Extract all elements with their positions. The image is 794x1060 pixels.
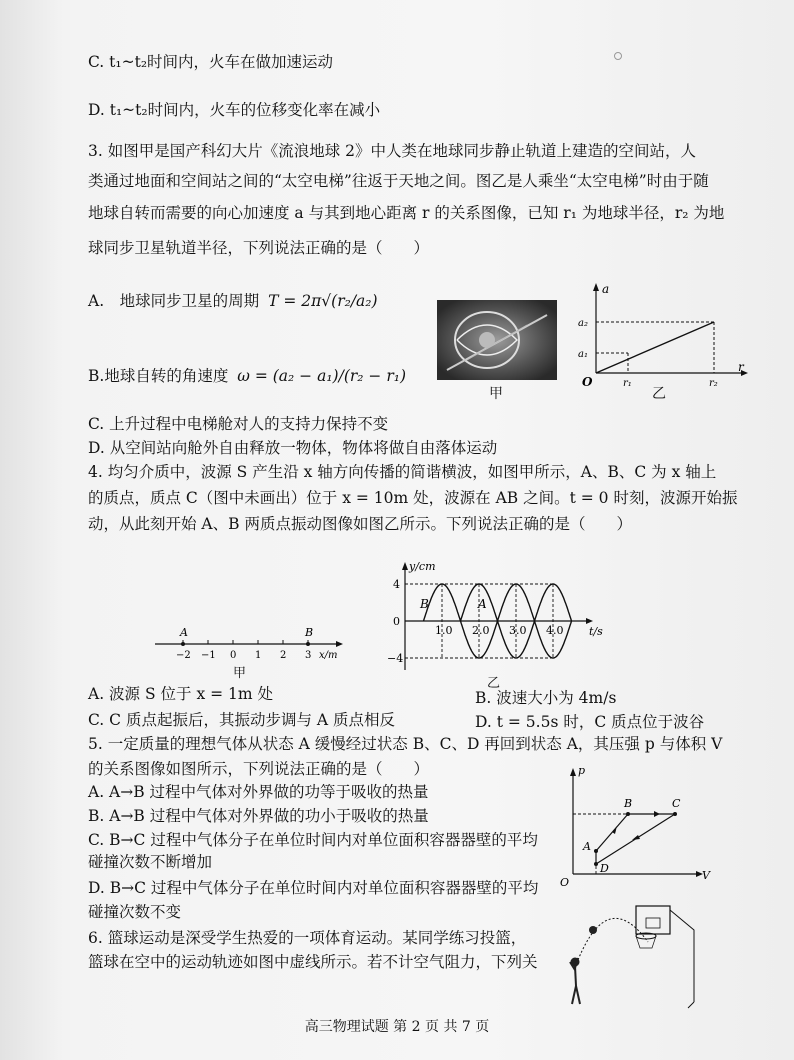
q3-option-a — [88, 291, 378, 311]
q5-point-a-label: A — [583, 840, 591, 853]
q5-option-d-line-1: D. B→C 过程中气体分子在单位时间内对单位面积容器器壁的平均 — [88, 879, 539, 897]
basketball-icon — [589, 926, 597, 934]
q4-x-tick: 4.0 — [546, 624, 564, 637]
q3-option-b-formula: ω = (a₂ − a₁)/(r₂ − r₁) — [237, 367, 406, 385]
q3-stem-line-2: 类通过地面和空间站之间的“太空电梯”往返于天地之间。图乙是人乘坐“太空电梯”时由于随 — [88, 172, 709, 190]
q4-tick-label: 1 — [255, 650, 262, 661]
q5-graph-origin: O — [560, 876, 570, 889]
q5-option-c-line-2: 碰撞次数不断增加 — [88, 853, 213, 871]
q4-tick-label: −2 — [176, 650, 191, 661]
q5-option-d-line-2: 碰撞次数不变 — [88, 903, 182, 921]
q4-tick-label: −1 — [201, 650, 216, 661]
q3-option-a-formula: T = 2π√(r₂/a₂) — [268, 292, 378, 310]
q2-option-d: D. t₁~t₂时间内，火车的位移变化率在减小 — [88, 101, 381, 119]
q4-x-tick: 1.0 — [435, 624, 453, 637]
q4-option-d: D. t = 5.5s 时，C 质点位于波谷 — [475, 713, 705, 731]
q5-option-c-line-1: C. B→C 过程中气体分子在单位时间内对单位面积容器器壁的平均 — [88, 831, 538, 849]
scan-speck — [614, 52, 622, 60]
q4-stem-line-3: 动，从此刻开始 A、B 两质点振动图像如图乙所示。下列说法正确的是（ ） — [88, 515, 632, 533]
q5-graph-x-axis-label: V — [702, 869, 710, 882]
q3-stem-line-3: 地球自转而需要的向心加速度 a 与其到地心距离 r 的关系图像，已知 r₁ 为地球半径，r₂ 为地 — [88, 204, 725, 222]
q6-basketball-illustration — [560, 902, 710, 1017]
q4-option-a: A. 波源 S 位于 x = 1m 处 — [88, 685, 274, 703]
q5-point-d-label: D — [600, 862, 609, 875]
q3-option-a-text: A. 地球同步卫星的周期 — [88, 292, 260, 310]
q3-option-d: D. 从空间站向舱外自由释放一物体，物体将做自由落体运动 — [88, 439, 498, 457]
q4-option-c: C. C 质点起振后，其振动步调与 A 质点相反 — [88, 711, 395, 729]
q4-x-tick: 3.0 — [509, 624, 527, 637]
q4-x-axis-figure — [150, 624, 360, 664]
q4-y-tick: −4 — [387, 652, 404, 665]
q3-graph-r2-label: r₂ — [709, 378, 718, 389]
q4-tick-label: 3 — [305, 650, 312, 661]
q3-graph-x-axis-label: r — [738, 360, 744, 374]
q4-y-axis-label: y/cm — [409, 560, 436, 573]
q5-point-b-label: B — [624, 797, 633, 810]
q4-fig-jia-label: 甲 — [233, 666, 247, 681]
q4-fig-yi-label: 乙 — [487, 676, 501, 691]
player-figure — [570, 958, 580, 1004]
q3-stem-line-4: 球同步卫星轨道半径，下列说法正确的是（ ） — [88, 239, 430, 257]
q3-fig-jia-label: 甲 — [489, 386, 503, 402]
q5-pv-graph — [556, 764, 716, 892]
q5-option-a: A. A→B 过程中气体对外界做的功等于吸收的热量 — [88, 783, 429, 801]
q4-x-unit: x/m — [319, 650, 338, 661]
q3-option-b-text: B.地球自转的角速度 — [88, 367, 229, 385]
q3-graph-r1-label: r₁ — [623, 378, 632, 389]
q3-graph-a2-label: a₂ — [578, 318, 588, 329]
q4-tick-label: 2 — [280, 650, 287, 661]
q5-graph-y-axis-label: p — [578, 764, 586, 777]
q5-stem-line-1: 5. 一定质量的理想气体从状态 A 缓慢经过状态 B、C、D 再回到状态 A，其压强 p 与体积 V — [88, 735, 723, 753]
q3-stem-line-1: 3. 如图甲是国产科幻大片《流浪地球 2》中人类在地球同步静止轨道上建造的空间站，人 — [88, 142, 697, 160]
q4-fig-point-a: A — [180, 626, 188, 639]
q4-curve-b-label: B — [420, 597, 429, 611]
q4-x-axis-label: t/s — [589, 625, 603, 638]
q3-graph-y-axis-label: a — [602, 283, 610, 296]
q4-stem-line-1: 4. 均匀介质中，波源 S 产生沿 x 轴方向传播的简谐横波，如图甲所示，A、B、C 为 x 轴上 — [88, 463, 717, 481]
q2-option-c: C. t₁~t₂时间内，火车在做加速运动 — [88, 53, 334, 71]
q4-y-tick: 4 — [393, 578, 400, 591]
q3-option-c: C. 上升过程中电梯舱对人的支持力保持不变 — [88, 415, 389, 433]
q4-option-b: B. 波速大小为 4m/s — [475, 689, 617, 707]
q4-stem-line-2: 的质点，质点 C（图中未画出）位于 x = 10m 处，波源在 AB 之间。t = 0 时刻，波源开始振 — [88, 489, 738, 507]
page-footer: 高三物理试题 第 2 页 共 7 页 — [304, 1019, 490, 1035]
q4-fig-point-b: B — [305, 626, 314, 639]
q3-space-station-photo — [437, 300, 557, 380]
q3-option-b — [88, 366, 406, 386]
q4-y-tick: 0 — [393, 615, 400, 628]
q4-x-tick: 2.0 — [472, 624, 490, 637]
q5-stem-line-2: 的关系图像如图所示，下列说法正确的是（ ） — [88, 760, 430, 778]
q6-stem-line-2: 篮球在空中的运动轨迹如图中虚线所示。若不计空气阻力，下列关 — [88, 953, 538, 971]
q4-vibration-graph — [383, 558, 605, 678]
q5-point-c-label: C — [672, 797, 681, 810]
q4-curve-a-label: A — [478, 597, 487, 611]
q4-tick-label: 0 — [230, 650, 237, 661]
q3-graph-a1-label: a₁ — [578, 349, 588, 360]
q3-graph-origin: O — [582, 375, 593, 389]
q6-stem-line-1: 6. 篮球运动是深受学生热爱的一项体育运动。某同学练习投篮， — [88, 929, 527, 947]
q3-acceleration-graph — [576, 283, 748, 398]
q3-fig-yi-label: 乙 — [652, 386, 666, 402]
q5-option-b: B. A→B 过程中气体对外界做的功小于吸收的热量 — [88, 807, 429, 825]
